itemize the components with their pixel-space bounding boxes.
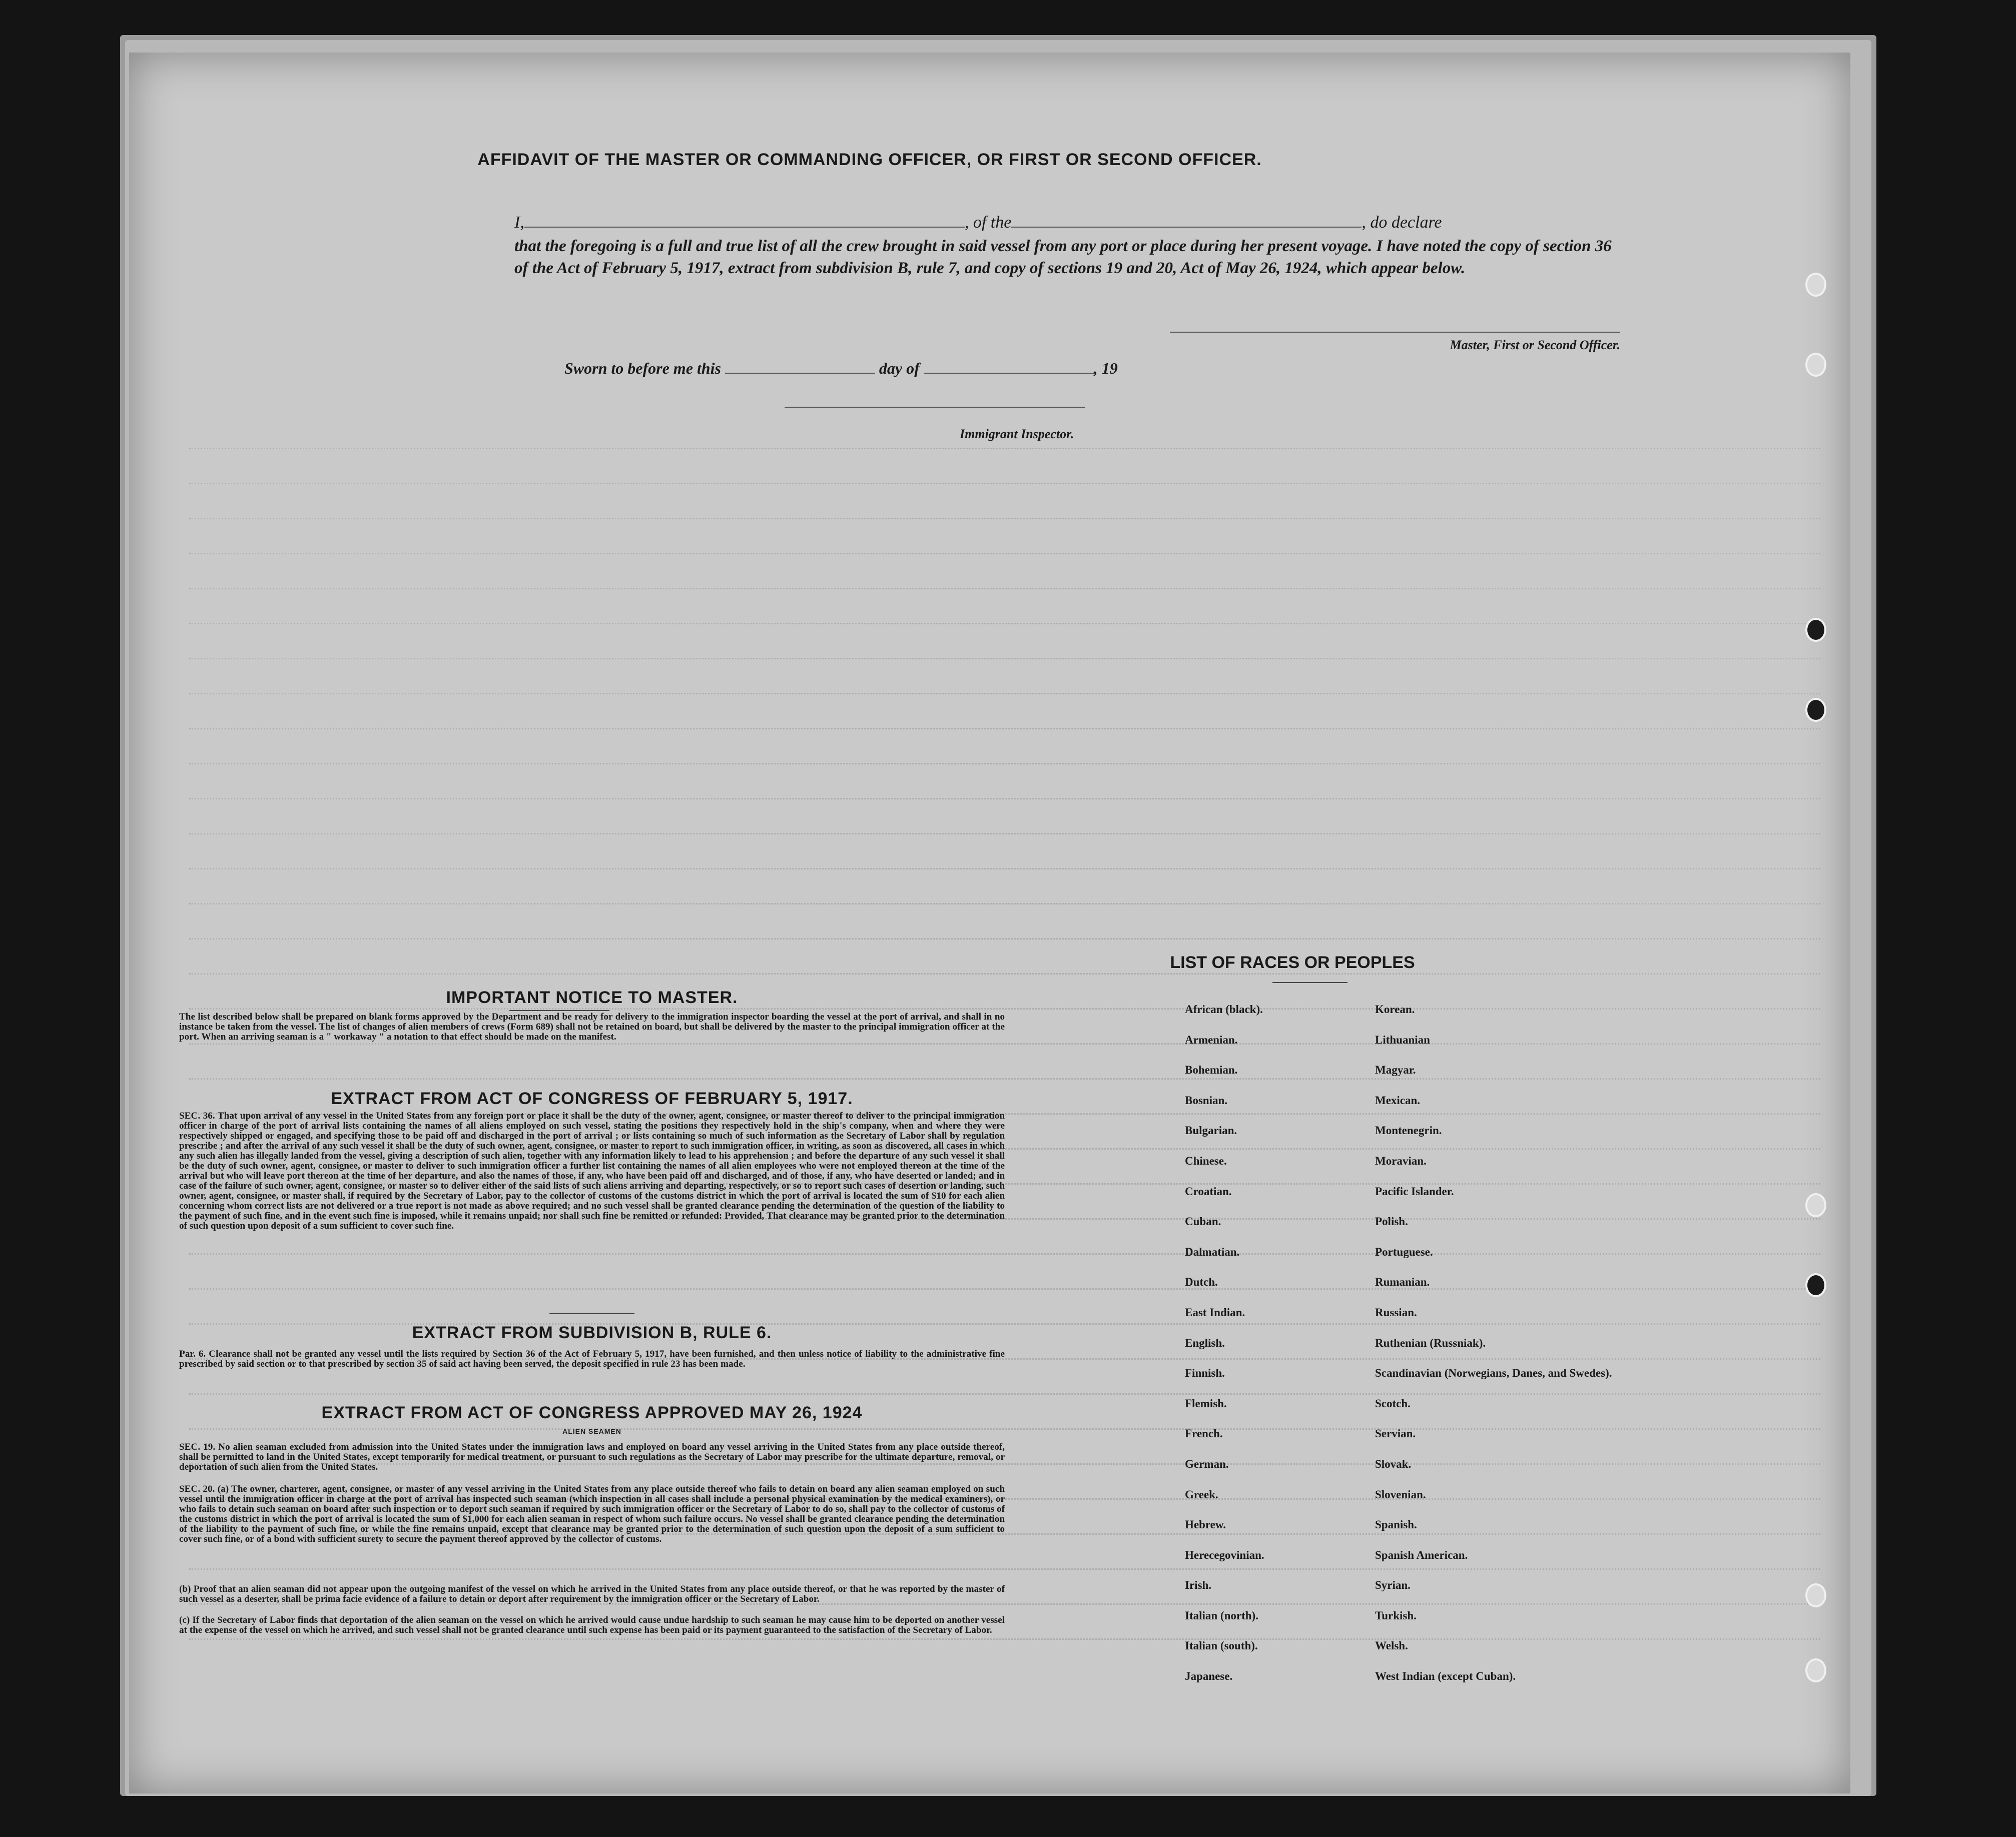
race-item: Greek. bbox=[1185, 1488, 1218, 1501]
race-item: Armenian. bbox=[1185, 1033, 1238, 1046]
race-item: Spanish American. bbox=[1375, 1548, 1468, 1561]
race-item: Rumanian. bbox=[1375, 1276, 1430, 1289]
ghost-row bbox=[189, 588, 1820, 591]
race-item: West Indian (except Cuban). bbox=[1375, 1670, 1516, 1683]
extract-1924-sec20a: SEC. 20. (a) The owner, charterer, agent, consignee, or master of any vessel arriving in the United States from any place outside thereof who fails to detain on board any alien seaman employed on such vessel until the immigration officer in charge at the port of arrival has inspected such seaman (which inspection in all cases shall include a personal physical examination by the medical examiners), or who fails to detain such seaman on board after such inspection or to deport such seaman if required by such immigration officer or the Secretary of Labor to do so, shall pay to the collector of customs of the customs district in which the port of arrival is located the sum of $1,000 for each alien seaman in respect of whom such failure occurs. No vessel shall be granted clearance pending the determination of the liability to the payment of such fine, or while the fine remains unpaid, except that clearance may be granted prior to the determination of such question upon the deposit of a sum sufficient to cover such fine, or of a bond with sufficient surety to secure the payment thereof approved by the collector of customs. bbox=[179, 1484, 1005, 1544]
sworn-day-blank bbox=[725, 359, 875, 374]
race-item: Russian. bbox=[1375, 1306, 1417, 1319]
race-item: Scandinavian (Norwegians, Danes, and Swedes). bbox=[1375, 1367, 1612, 1380]
inspector-signature-line bbox=[785, 407, 1085, 408]
race-item: Cuban. bbox=[1185, 1215, 1221, 1228]
sworn-month-blank bbox=[924, 359, 1094, 374]
race-item: Flemish. bbox=[1185, 1397, 1227, 1410]
inspector-label: Immigrant Inspector. bbox=[960, 427, 1074, 441]
signature-line bbox=[1170, 332, 1620, 333]
notice-rule bbox=[509, 1010, 609, 1011]
race-item: Montenegrin. bbox=[1375, 1124, 1442, 1137]
manifest-page bbox=[129, 53, 1850, 1793]
day-of-label: day of bbox=[879, 359, 920, 377]
year-label: , 19 bbox=[1093, 359, 1118, 377]
race-item: Italian (south). bbox=[1185, 1639, 1258, 1652]
race-item: Polish. bbox=[1375, 1215, 1408, 1228]
race-item: Scotch. bbox=[1375, 1397, 1411, 1410]
race-item: Mexican. bbox=[1375, 1094, 1421, 1107]
vessel-blank bbox=[1011, 213, 1362, 228]
notice-title: IMPORTANT NOTICE TO MASTER. bbox=[446, 988, 738, 1007]
race-item: Hebrew. bbox=[1185, 1518, 1226, 1531]
extract-1924-title: EXTRACT FROM ACT OF CONGRESS APPROVED MAY 26, 1924 bbox=[321, 1403, 863, 1422]
rule6-rule bbox=[549, 1313, 634, 1314]
ghost-row bbox=[189, 763, 1820, 766]
race-item: Finnish. bbox=[1185, 1367, 1225, 1380]
affidavit-body: that the foregoing is a full and true list of all the crew brought in said vessel from any port or place during her present voyage. I have noted the copy of section 36 of the Act of February 5, 1917, extract from subdivision B, rule 7, and copy of sections 19 and 20, Act of May 26, 1924, which appear below. bbox=[514, 237, 1612, 277]
race-item: Spanish. bbox=[1375, 1518, 1417, 1531]
race-item: Japanese. bbox=[1185, 1670, 1233, 1683]
ghost-row bbox=[189, 693, 1820, 696]
races-rule bbox=[1272, 982, 1348, 983]
race-item: Magyar. bbox=[1375, 1064, 1416, 1077]
ghost-row bbox=[189, 938, 1820, 942]
race-item: Irish. bbox=[1185, 1579, 1212, 1592]
race-item: Chinese. bbox=[1185, 1154, 1227, 1167]
extract-1924-sec20c: (c) If the Secretary of Labor finds that deportation of the alien seaman on the vessel on which he arrived would cause undue hardship to such seaman he may cause him to be deported on another vessel at the expense of the vessel on which he arrived, and such vessel shall not be granted clearance until such expense has been paid or its payment guaranteed to the satisfaction of the Secretary of Labor. bbox=[179, 1615, 1005, 1635]
race-item: Dalmatian. bbox=[1185, 1245, 1240, 1258]
ghost-row bbox=[189, 483, 1820, 486]
extract-1917-text: SEC. 36. That upon arrival of any vessel in the United States from any foreign port or place it shall be the duty of the owner, agent, consignee, or master thereof to deliver to the principal immigration officer in charge of the port of arrival lists containing the names of all aliens employed on such vessel, stating the positions they respectively hold in the ship's company, when and where they were respectively shipped or engaged, and specifying those to be paid off and discharged in the port of arrival ; or lists containing so much of such information as the Secretary of Labor shall by regulation prescribe ; and after the arrival of any such vessel it shall be the duty of such owner, agent, consignee, or master to report to such immigration officer, in writing, as soon as discovered, all cases in which any such alien has illegally landed from the vessel, giving a description of such alien, together with any information likely to lead to his apprehension ; and before the departure of any such vessel it shall be the duty of such owner, agent, consignee, or master to deliver to such immigration officer a further list containing the names of all alien employees who were not employed thereon at the time of the arrival but who will leave port thereon at the time of her departure, and also the names of those, if any, who have been paid off and discharged, and of those, if any, who have deserted or landed; and in case of the failure of such owner, agent, consignee, or master so to deliver either of the said lists of such aliens arriving and departing, respectively, or so to report such cases of desertion or landing, such owner, agent, consignee, or master shall, if required by the Secretary of Labor, pay to the collector of customs of the customs district in which the port of arrival is located the sum of $10 for each alien concerning whom correct lists are not delivered or a true report is not made as above required; and no such vessel shall be granted clearance pending the determination of the question of the liability to the payment of such fine, and in the event such fine is imposed, while it remains unpaid; nor shall such fine be remitted or refunded: Provided, That clearance may be granted prior to the determination of such question upon deposit of a sum sufficient to cover such fine. bbox=[179, 1111, 1005, 1231]
affidavit-title: AFFIDAVIT OF THE MASTER OR COMMANDING OFFICER, OR FIRST OR SECOND OFFICER. bbox=[477, 150, 1262, 169]
notice-text: The list described below shall be prepared on blank forms approved by the Department and be ready for delivery to the immigration inspector boarding the vessel at the port of arrival, and shall in no instance be taken from the vessel. The list of changes of alien members of crews (Form 689) shall not be retained on board, but shall be delivered by the master to the principal immigration officer at the port. When an arriving seaman is a " workaway " a notation to that effect should be made on the manifest. bbox=[179, 1012, 1005, 1042]
affidavit-do-declare-label: , do declare bbox=[1362, 213, 1442, 232]
ghost-row bbox=[189, 868, 1820, 871]
race-item: Servian. bbox=[1375, 1427, 1416, 1440]
race-item: Bohemian. bbox=[1185, 1064, 1238, 1077]
binder-hole bbox=[1805, 618, 1826, 642]
race-item: Pacific Islander. bbox=[1375, 1185, 1454, 1198]
binder-hole bbox=[1805, 273, 1826, 297]
extract-1924-sec20b: (b) Proof that an alien seaman did not appear upon the outgoing manifest of the vessel on which he arrived in the United States from any place outside thereof, or that he was reported by the master of such vessel as a deserter, shall be prima facie evidence of a failure to detain or deport after requirement by the immigration officer or the Secretary of Labor. bbox=[179, 1584, 1005, 1604]
race-item: German. bbox=[1185, 1457, 1229, 1470]
race-item: Welsh. bbox=[1375, 1639, 1408, 1652]
race-item: Italian (north). bbox=[1185, 1609, 1258, 1622]
affidavit-declaration-line bbox=[514, 213, 1442, 232]
race-item: Moravian. bbox=[1375, 1154, 1427, 1167]
extract-rule6-title: EXTRACT FROM SUBDIVISION B, RULE 6. bbox=[412, 1323, 772, 1342]
race-item: Slovenian. bbox=[1375, 1488, 1426, 1501]
sworn-label: Sworn to before me this bbox=[564, 359, 721, 377]
race-item: Korean. bbox=[1375, 1003, 1415, 1016]
binder-hole bbox=[1805, 1273, 1826, 1297]
race-item: East Indian. bbox=[1185, 1306, 1245, 1319]
extract-1917-title: EXTRACT FROM ACT OF CONGRESS OF FEBRUARY 5, 1917. bbox=[331, 1089, 853, 1108]
race-item: Lithuanian bbox=[1375, 1033, 1430, 1046]
race-item: Ruthenian (Russniak). bbox=[1375, 1336, 1486, 1349]
race-item: Bulgarian. bbox=[1185, 1124, 1237, 1137]
ghost-row bbox=[189, 623, 1820, 626]
ghost-row bbox=[189, 658, 1820, 661]
race-item: Turkish. bbox=[1375, 1609, 1417, 1622]
race-item: Bosnian. bbox=[1185, 1094, 1228, 1107]
races-list bbox=[1185, 1003, 1635, 1700]
race-item: English. bbox=[1185, 1336, 1225, 1349]
ghost-row bbox=[189, 448, 1820, 451]
binder-hole bbox=[1805, 1658, 1826, 1682]
ghost-row bbox=[189, 833, 1820, 836]
ghost-row bbox=[189, 728, 1820, 731]
race-item: Portuguese. bbox=[1375, 1245, 1433, 1258]
extract-rule6-text: Par. 6. Clearance shall not be granted any vessel until the lists required by Section 36 of the Act of February 5, 1917, have been furnished, and then unless notice of liability to the administrative fine prescribed by said section or to that prescribed by section 35 of said act having been served, the deposit specified in rule 23 has been made. bbox=[179, 1349, 1005, 1369]
race-item: French. bbox=[1185, 1427, 1223, 1440]
race-item: Herecegovinian. bbox=[1185, 1548, 1264, 1561]
binder-hole bbox=[1805, 353, 1826, 377]
binder-hole bbox=[1805, 698, 1826, 722]
ghost-row bbox=[189, 903, 1820, 906]
race-item: Croatian. bbox=[1185, 1185, 1232, 1198]
race-item: Dutch. bbox=[1185, 1276, 1218, 1289]
extract-1924-subtitle: ALIEN SEAMEN bbox=[562, 1427, 621, 1435]
race-item: African (black). bbox=[1185, 1003, 1263, 1016]
binder-hole bbox=[1805, 1583, 1826, 1607]
affidavit-i-label: I, bbox=[514, 213, 524, 232]
races-title: LIST OF RACES OR PEOPLES bbox=[1170, 953, 1415, 972]
race-item: Slovak. bbox=[1375, 1457, 1412, 1470]
race-item: Syrian. bbox=[1375, 1579, 1411, 1592]
signature-label: Master, First or Second Officer. bbox=[1450, 338, 1620, 352]
affidavit-of-the-label: , of the bbox=[964, 213, 1012, 232]
sworn-line bbox=[564, 359, 1118, 378]
ghost-row bbox=[189, 798, 1820, 801]
extract-1924-sec19: SEC. 19. No alien seaman excluded from admission into the United States under the immigration laws and employed on board any vessel arriving in the United States from any place outside thereof, shall be permitted to land in the United States, except temporarily for medical treatment, or pursuant to such regulations as the Secretary of Labor may prescribe for the ultimate departure, removal, or deportation of such alien from the United States. bbox=[179, 1442, 1005, 1472]
ghost-row bbox=[189, 973, 1820, 977]
binder-hole bbox=[1805, 1193, 1826, 1217]
name-blank bbox=[524, 213, 965, 228]
ghost-row bbox=[189, 553, 1820, 556]
ghost-row bbox=[189, 518, 1820, 521]
